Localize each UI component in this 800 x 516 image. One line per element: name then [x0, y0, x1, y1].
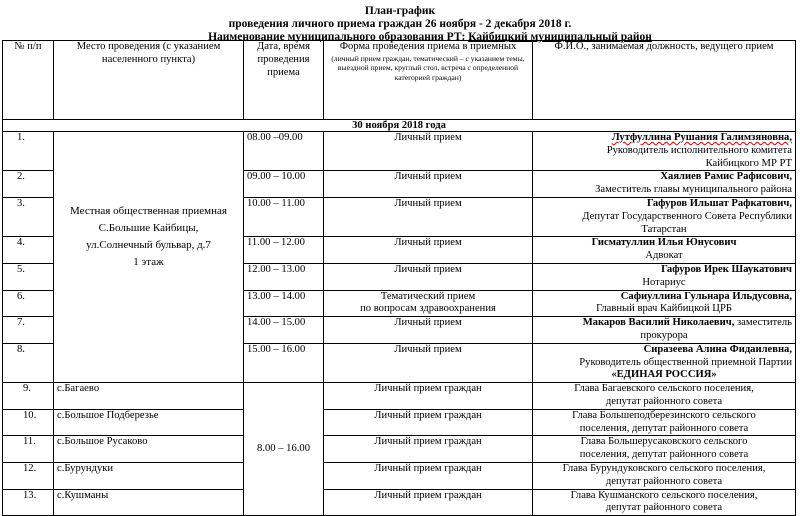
form-line-1: Тематический прием	[380, 290, 476, 302]
row-form: Личный прием граждан	[324, 462, 533, 489]
place-line-3: ул.Солнечный бульвар, д.7	[86, 239, 211, 252]
person-position-2: депутат районного совета	[605, 475, 723, 487]
row-place: с.Большое Русаково	[54, 436, 244, 463]
row-form: Личный прием	[324, 237, 533, 264]
row-num: 7.	[3, 317, 54, 344]
header-person: Ф.И.О., занимаемая должность, ведущего прием	[533, 41, 796, 120]
row-num: 4.	[3, 237, 54, 264]
row-num: 9.	[3, 383, 54, 410]
row-num: 10.	[3, 409, 54, 436]
schedule-table	[2, 40, 796, 516]
row-num: 5.	[3, 263, 54, 290]
row-person	[533, 237, 796, 264]
person-position: Заместитель главы муниципального района	[595, 184, 792, 196]
header-place: Место проведения (с указанием населенного пункта)	[54, 41, 244, 120]
row-num: 6.	[3, 290, 54, 317]
table-row	[3, 489, 796, 516]
row-place: с.Кушманы	[54, 489, 244, 516]
person-position: Глава Кушманского сельского поселения,	[570, 489, 758, 501]
row-time: 12.00 – 13.00	[244, 263, 324, 290]
row-time: 10.00 – 11.00	[244, 197, 324, 236]
document-title-block	[0, 0, 800, 44]
row-form: Личный прием	[324, 171, 533, 198]
person-position: Депутат Государственного Совета Республики	[582, 210, 792, 222]
header-datetime: Дата, время проведения приема	[244, 41, 324, 120]
person-position: прокурора	[640, 329, 688, 341]
row-form: Личный прием граждан	[324, 436, 533, 463]
person-name: Макаров Василий Николаевич,	[582, 317, 735, 329]
row-form	[324, 290, 533, 317]
row-form: Личный прием граждан	[324, 383, 533, 410]
table-row	[3, 462, 796, 489]
row-person	[533, 343, 796, 382]
person-position: Глава Бурундуковского сельского поселения,	[562, 462, 766, 474]
person-position: Главный врач Кайбицкой ЦРБ	[596, 303, 732, 315]
row-place: с.Бурундуки	[54, 462, 244, 489]
person-position-2: поселения, депутат районного совета	[579, 422, 749, 434]
row-person	[533, 436, 796, 463]
row-form: Личный прием	[324, 263, 533, 290]
row-num: 11.	[3, 436, 54, 463]
table-row	[3, 436, 796, 463]
person-name-line	[536, 317, 792, 330]
person-name: Сиразеева Алина Фидаилевна,	[643, 343, 792, 355]
row-person	[533, 383, 796, 410]
header-form	[324, 41, 533, 120]
person-name: Сафиуллина Гульнара Ильдусовна,	[620, 290, 792, 302]
date-row	[3, 120, 796, 132]
person-name: Лутфуллина Рушания Галимзяновна,	[611, 132, 792, 143]
person-position: Глава Большерусаковского сельского	[580, 436, 748, 448]
header-form-note: (личный прием граждан, тематический – с указанием темы, выездной прием, круглый стол, встреча с определенной категорией граждан)	[331, 53, 525, 82]
person-position-2: депутат районного совета	[605, 502, 723, 514]
person-position: Нотариус	[642, 276, 686, 288]
person-position: Глава Багаевского сельского поселения,	[574, 383, 754, 395]
row-person	[533, 317, 796, 344]
place-line-2: С.Большие Кайбицы,	[98, 222, 199, 235]
date-label: 30 ноября 2018 года	[3, 120, 796, 132]
person-position-2: «ЕДИНАЯ РОССИЯ»	[611, 369, 717, 381]
person-position: Глава Большеподберезинского сельского	[572, 409, 756, 421]
header-row	[3, 41, 796, 120]
row-num: 3.	[3, 197, 54, 236]
header-form-main: Форма проведения приема в приемных	[339, 41, 517, 52]
row-num: 1.	[3, 132, 54, 171]
table-row	[3, 383, 796, 410]
row-time: 08.00 –09.00	[244, 132, 324, 171]
person-name: Гисматуллин Илья Юнусович	[591, 237, 737, 249]
person-position-2: поселения, депутат районного совета	[579, 449, 749, 461]
row-person	[533, 290, 796, 317]
row-person	[533, 409, 796, 436]
person-position: Руководитель исполнительного комитета	[606, 144, 792, 156]
row-time: 09.00 – 10.00	[244, 171, 324, 198]
row-time: 14.00 – 15.00	[244, 317, 324, 344]
row-form: Личный прием	[324, 132, 533, 171]
row-person	[533, 171, 796, 198]
row-num: 13.	[3, 489, 54, 516]
row-form: Личный прием	[324, 197, 533, 236]
person-position-2: Кайбицкого МР РТ	[705, 157, 792, 169]
row-person	[533, 462, 796, 489]
row-person	[533, 197, 796, 236]
row-person	[533, 489, 796, 516]
person-name: Хаялиев Рамис Рафисович,	[660, 171, 792, 183]
row-time: 15.00 – 16.00	[244, 343, 324, 382]
person-name: Гафуров Ильшат Рафкатович,	[647, 197, 792, 209]
title-district: Кайбицкий муниципальный район	[468, 31, 652, 43]
person-position-2: депутат районного совета	[605, 395, 723, 407]
person-position: Адвокат	[645, 250, 683, 262]
person-name-tail: заместитель	[734, 317, 792, 329]
row-form: Личный прием граждан	[324, 409, 533, 436]
place-line-1: Местная общественная приемная	[70, 205, 227, 218]
row-form: Личный прием	[324, 317, 533, 344]
person-position: Руководитель общественной приемной Партии	[579, 356, 792, 368]
row-num: 8.	[3, 343, 54, 382]
shared-place-cell	[54, 132, 244, 383]
row-time: 11.00 – 12.00	[244, 237, 324, 264]
row-person	[533, 132, 796, 171]
row-form: Личный прием граждан	[324, 489, 533, 516]
shared-time-cell: 8.00 – 16.00	[244, 383, 324, 516]
row-num: 2.	[3, 171, 54, 198]
title-line-1: План-график	[364, 5, 436, 17]
person-position-2: Татарстан	[641, 223, 687, 235]
form-line-2: по вопросам здравоохранения	[360, 303, 496, 315]
table-row	[3, 409, 796, 436]
row-num: 12.	[3, 462, 54, 489]
header-num: № п/п	[3, 41, 54, 120]
title-line-2: проведения личного приема граждан 26 ноября - 2 декабря 2018 г.	[228, 18, 572, 30]
place-line-4: 1 этаж	[133, 256, 164, 269]
table-row	[3, 132, 796, 171]
row-place: с.Большое Подберезье	[54, 409, 244, 436]
row-person	[533, 263, 796, 290]
title-municipality-label: Наименование муниципального образования РТ:	[208, 31, 469, 43]
person-name: Гафуров Ирек Шаукатович	[661, 263, 792, 275]
row-time: 13.00 – 14.00	[244, 290, 324, 317]
row-place: с.Багаево	[54, 383, 244, 410]
row-form: Личный прием	[324, 343, 533, 382]
